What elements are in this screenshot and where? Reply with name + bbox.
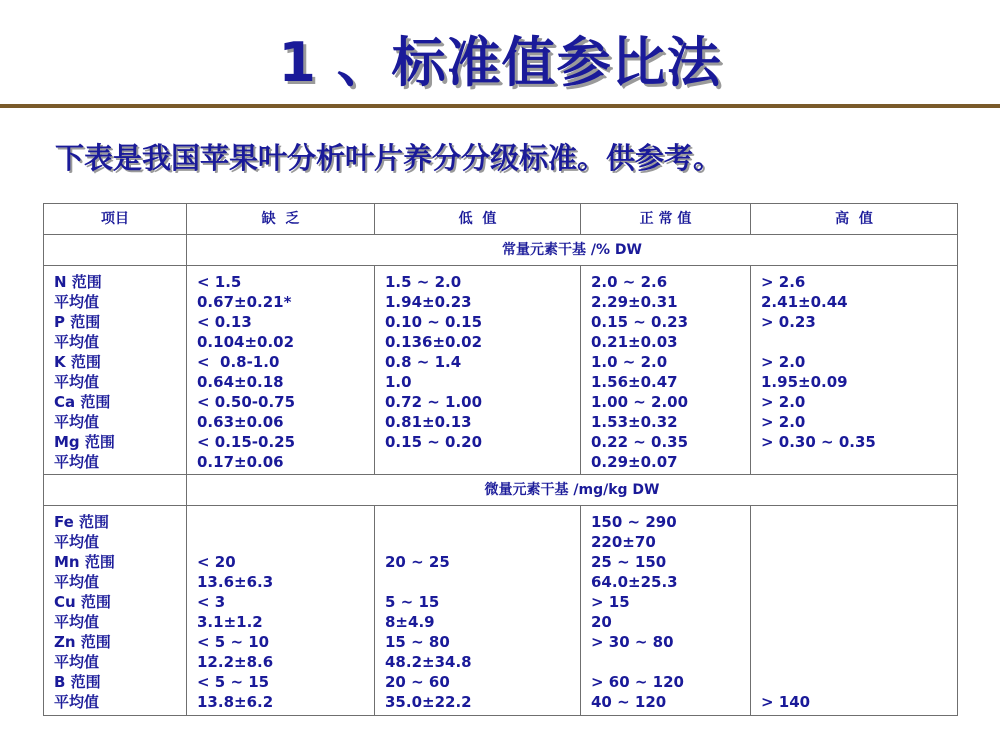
cell-line: 2.29±0.31 (591, 293, 678, 311)
cell-line (761, 332, 947, 352)
cell-line: 15 ~ 80 (385, 633, 450, 651)
cell-line: > 0.30 ~ 0.35 (761, 433, 876, 451)
macro-section-label: 常量元素干基 /% DW (187, 235, 958, 266)
macro-section-blank (44, 235, 187, 266)
cell-line: 0.104±0.02 (197, 333, 295, 351)
cell-line: 5 ~ 15 (385, 593, 440, 611)
cell-line: > 30 ~ 80 (591, 633, 674, 651)
cell-line: 20 (591, 613, 612, 631)
cell-line: 2.41±0.44 (761, 293, 848, 311)
cell-line (591, 652, 740, 672)
cell-line: 1.94±0.23 (385, 293, 472, 311)
cell-line: > 2.0 (761, 353, 806, 371)
micro-section-blank (44, 475, 187, 506)
cell-line (761, 532, 947, 552)
cell-line (197, 532, 364, 552)
cell-line: 平均值 (54, 453, 100, 471)
cell-line: < 3 (197, 593, 226, 611)
cell-line: 平均值 (54, 333, 100, 351)
cell-line: 1.0 (385, 373, 412, 391)
cell-line: N 范围 (54, 273, 102, 291)
cell-line: 35.0±22.2 (385, 693, 472, 711)
cell-line: 平均值 (54, 693, 100, 711)
cell-line (385, 572, 570, 592)
cell-line: 0.136±0.02 (385, 333, 483, 351)
header-high: 高 值 (751, 204, 958, 235)
cell-line: 平均值 (54, 533, 100, 551)
cell-line: B 范围 (54, 673, 101, 691)
cell-line: 25 ~ 150 (591, 553, 667, 571)
cell-line (197, 512, 364, 532)
cell-line: P 范围 (54, 313, 101, 331)
cell-line: < 5 ~ 15 (197, 673, 270, 691)
micro-section-row (44, 475, 958, 506)
cell-line: Mg 范围 (54, 433, 115, 451)
cell-line (761, 512, 947, 532)
macro-items-cell (44, 266, 187, 475)
slide-title: 1 、标准值参比法 (278, 31, 722, 94)
cell-line: 0.29±0.07 (591, 453, 678, 471)
cell-line: 0.67±0.21* (197, 293, 292, 311)
cell-line: 2.0 ~ 2.6 (591, 273, 668, 291)
micro-data-row (44, 506, 958, 716)
cell-line: Mn 范围 (54, 553, 115, 571)
macro-high-cell (751, 266, 958, 475)
cell-line: 0.15 ~ 0.23 (591, 313, 689, 331)
cell-line (385, 512, 570, 532)
cell-line (761, 672, 947, 692)
cell-line (761, 572, 947, 592)
cell-line: > 15 (591, 593, 630, 611)
cell-line (761, 452, 947, 472)
macro-data-row (44, 266, 958, 475)
macro-low-cell (375, 266, 581, 475)
micro-section-label: 微量元素干基 /mg/kg DW (187, 475, 958, 506)
cell-line (761, 652, 947, 672)
cell-line: 3.1±1.2 (197, 613, 263, 631)
cell-line: 12.2±8.6 (197, 653, 274, 671)
cell-line: < 0.13 (197, 313, 252, 331)
cell-line: > 2.0 (761, 393, 806, 411)
cell-line: Cu 范围 (54, 593, 111, 611)
micro-high-cell (751, 506, 958, 716)
micro-low-cell (375, 506, 581, 716)
cell-line: Zn 范围 (54, 633, 111, 651)
cell-line: Ca 范围 (54, 393, 111, 411)
cell-line: 0.81±0.13 (385, 413, 472, 431)
cell-line: < 0.15-0.25 (197, 433, 296, 451)
cell-line: 1.56±0.47 (591, 373, 678, 391)
cell-line: < 1.5 (197, 273, 242, 291)
cell-line: 13.6±6.3 (197, 573, 274, 591)
cell-line: 0.63±0.06 (197, 413, 284, 431)
cell-line (385, 452, 570, 472)
macro-deficient-cell (187, 266, 375, 475)
cell-line: Fe 范围 (54, 513, 110, 531)
cell-line: > 60 ~ 120 (591, 673, 684, 691)
cell-line: 1.5 ~ 2.0 (385, 273, 462, 291)
cell-line: > 2.0 (761, 413, 806, 431)
cell-line: 平均值 (54, 613, 100, 631)
cell-line (761, 592, 947, 612)
cell-line: 平均值 (54, 653, 100, 671)
cell-line: > 2.6 (761, 273, 806, 291)
table-header-row (44, 204, 958, 235)
cell-line: < 20 (197, 553, 236, 571)
cell-line: < 5 ~ 10 (197, 633, 270, 651)
cell-line: 13.8±6.2 (197, 693, 274, 711)
cell-line: 40 ~ 120 (591, 693, 667, 711)
cell-line: 平均值 (54, 373, 100, 391)
cell-line: < 0.8-1.0 (197, 353, 280, 371)
cell-line: 0.72 ~ 1.00 (385, 393, 483, 411)
title-divider (0, 104, 1000, 108)
cell-line: < 0.50-0.75 (197, 393, 296, 411)
cell-line: 0.8 ~ 1.4 (385, 353, 462, 371)
cell-line (761, 612, 947, 632)
cell-line (761, 632, 947, 652)
cell-line: 1.0 ~ 2.0 (591, 353, 668, 371)
cell-line: 64.0±25.3 (591, 573, 678, 591)
header-deficient: 缺 乏 (187, 204, 375, 235)
header-low: 低 值 (375, 204, 581, 235)
micro-items-cell (44, 506, 187, 716)
cell-line: 220±70 (591, 533, 656, 551)
header-normal: 正 常 值 (581, 204, 751, 235)
nutrient-standard-table (43, 203, 958, 716)
cell-line: 8±4.9 (385, 613, 435, 631)
cell-line: 平均值 (54, 413, 100, 431)
cell-line: 1.00 ~ 2.00 (591, 393, 689, 411)
cell-line: 20 ~ 25 (385, 553, 450, 571)
cell-line: 48.2±34.8 (385, 653, 472, 671)
cell-line: 0.15 ~ 0.20 (385, 433, 483, 451)
cell-line: 平均值 (54, 573, 100, 591)
cell-line: 0.21±0.03 (591, 333, 678, 351)
macro-section-row (44, 235, 958, 266)
cell-line: > 140 (761, 693, 811, 711)
macro-normal-cell (581, 266, 751, 475)
cell-line: 0.17±0.06 (197, 453, 284, 471)
cell-line: 150 ~ 290 (591, 513, 677, 531)
slide-subtitle: 下表是我国苹果叶分析叶片养分分级标准。供参考。 (55, 141, 723, 175)
cell-line: 平均值 (54, 293, 100, 311)
cell-line: 1.95±0.09 (761, 373, 848, 391)
cell-line: 1.53±0.32 (591, 413, 678, 431)
cell-line: K 范围 (54, 353, 101, 371)
micro-deficient-cell (187, 506, 375, 716)
cell-line: 20 ~ 60 (385, 673, 450, 691)
cell-line: 0.22 ~ 0.35 (591, 433, 689, 451)
cell-line: 0.64±0.18 (197, 373, 284, 391)
header-item: 项目 (44, 204, 187, 235)
cell-line (385, 532, 570, 552)
cell-line: 0.10 ~ 0.15 (385, 313, 483, 331)
cell-line: > 0.23 (761, 313, 816, 331)
micro-normal-cell (581, 506, 751, 716)
cell-line (761, 552, 947, 572)
